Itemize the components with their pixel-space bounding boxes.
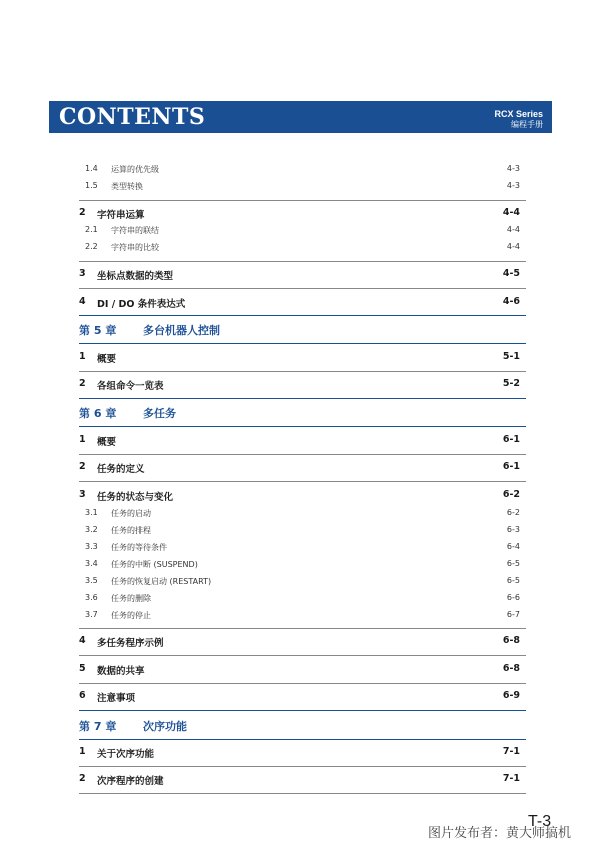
section-page: 4-4 [502, 207, 520, 218]
toc-section[interactable] [79, 207, 526, 227]
section-title: 坐标点数据的类型 [97, 271, 174, 282]
entry-page: 6-7 [506, 610, 520, 619]
section-page: 7-1 [502, 773, 520, 784]
section-number: 1 [79, 746, 86, 757]
section-number: 2 [79, 207, 86, 218]
chapter-divider [79, 739, 526, 740]
chapter-divider [79, 426, 526, 427]
divider [79, 793, 526, 794]
divider [79, 454, 526, 455]
section-page: 6-1 [502, 461, 520, 472]
divider [79, 766, 526, 767]
toc-entry[interactable] [79, 164, 526, 180]
series-label: RCX Series [494, 109, 543, 119]
entry-page: 6-5 [506, 576, 520, 585]
chapter-divider [79, 315, 526, 316]
entry-title: 任务的停止 [111, 611, 151, 620]
section-page: 6-2 [502, 489, 520, 500]
entry-title: 运算的优先级 [111, 165, 159, 174]
entry-page: 6-4 [506, 542, 520, 551]
chapter-number: 第 6 章 [79, 407, 117, 420]
entry-title: 任务的恢复启动 (RESTART) [111, 577, 212, 586]
section-page: 6-1 [502, 434, 520, 445]
entry-page: 4-4 [506, 242, 520, 251]
entry-number: 2.2 [85, 242, 98, 251]
section-number: 2 [79, 773, 86, 784]
section-title: 任务的定义 [97, 464, 145, 475]
entry-page: 4-3 [506, 164, 520, 173]
entry-page: 4-3 [506, 181, 520, 190]
chapter-divider [79, 398, 526, 399]
chapter-number: 第 5 章 [79, 324, 117, 337]
entry-title: 任务的删除 [111, 594, 151, 603]
chapter-divider [79, 343, 526, 344]
section-number: 2 [79, 461, 86, 472]
chapter-title: 多任务 [143, 407, 176, 420]
entry-number: 3.1 [85, 508, 98, 517]
toc-entry[interactable] [79, 508, 526, 524]
section-page: 5-1 [502, 351, 520, 362]
toc-section[interactable] [79, 461, 526, 481]
section-page: 5-2 [502, 378, 520, 389]
entry-number: 3.7 [85, 610, 98, 619]
entry-number: 3.6 [85, 593, 98, 602]
toc-entry[interactable] [79, 542, 526, 558]
toc-chapter[interactable] [79, 718, 526, 738]
contents-title: CONTENTS [59, 104, 206, 130]
section-title: 注意事项 [97, 693, 136, 704]
toc-section[interactable] [79, 746, 526, 766]
toc-section[interactable] [79, 635, 526, 655]
table-of-contents [79, 0, 526, 848]
entry-title: 任务的等待条件 [111, 543, 167, 552]
section-title: 关于次序功能 [97, 749, 155, 760]
divider [79, 683, 526, 684]
section-page: 6-8 [502, 663, 520, 674]
section-title: 数据的共享 [97, 666, 145, 677]
entry-title: 任务的中断 (SUSPEND) [111, 560, 198, 569]
section-title: DI / DO 条件表达式 [97, 299, 186, 310]
section-title: 次序程序的创建 [97, 776, 164, 787]
entry-number: 1.4 [85, 164, 98, 173]
divider [79, 628, 526, 629]
manual-label: 编程手册 [511, 120, 543, 129]
toc-section[interactable] [79, 296, 526, 316]
section-title: 任务的状态与变化 [97, 492, 174, 503]
toc-entry[interactable] [79, 610, 526, 626]
watermark-credit: 图片发布者：黄大师搞机 [428, 826, 572, 841]
entry-title: 任务的启动 [111, 509, 151, 518]
toc-entry[interactable] [79, 181, 526, 197]
entry-number: 3.4 [85, 559, 98, 568]
divider [79, 481, 526, 482]
section-title: 概要 [97, 437, 117, 448]
chapter-divider [79, 710, 526, 711]
toc-section[interactable] [79, 690, 526, 710]
entry-title: 类型转换 [111, 182, 143, 191]
toc-chapter[interactable] [79, 322, 526, 342]
toc-entry[interactable] [79, 559, 526, 575]
entry-page: 6-6 [506, 593, 520, 602]
divider [79, 655, 526, 656]
section-title: 各组命令一览表 [97, 381, 164, 392]
section-number: 3 [79, 489, 86, 500]
divider [79, 371, 526, 372]
page-number: T-3 [528, 813, 552, 830]
entry-number: 3.3 [85, 542, 98, 551]
section-title: 多任务程序示例 [97, 638, 164, 649]
toc-entry[interactable] [79, 225, 526, 241]
toc-section[interactable] [79, 489, 526, 509]
toc-section[interactable] [79, 434, 526, 454]
section-number: 5 [79, 663, 86, 674]
section-number: 4 [79, 296, 86, 307]
section-number: 1 [79, 434, 86, 445]
entry-page: 6-5 [506, 559, 520, 568]
section-page: 4-5 [502, 268, 520, 279]
entry-number: 2.1 [85, 225, 98, 234]
section-title: 字符串运算 [97, 210, 145, 221]
toc-entry[interactable] [79, 593, 526, 609]
section-title: 概要 [97, 354, 117, 365]
section-page: 6-9 [502, 690, 520, 701]
toc-entry[interactable] [79, 576, 526, 592]
entry-title: 任务的排程 [111, 526, 151, 535]
chapter-title: 多台机器人控制 [143, 324, 220, 337]
entry-page: 6-3 [506, 525, 520, 534]
toc-entry[interactable] [79, 525, 526, 541]
toc-section[interactable] [79, 663, 526, 683]
entry-number: 3.2 [85, 525, 98, 534]
section-page: 7-1 [502, 746, 520, 757]
entry-title: 字符串的比较 [111, 243, 159, 252]
entry-number: 1.5 [85, 181, 98, 190]
section-number: 4 [79, 635, 86, 646]
section-page: 4-6 [502, 296, 520, 307]
divider [79, 288, 526, 289]
toc-section[interactable] [79, 378, 526, 398]
divider [79, 200, 526, 201]
chapter-number: 第 7 章 [79, 720, 117, 733]
entry-page: 6-2 [506, 508, 520, 517]
toc-section[interactable] [79, 268, 526, 288]
divider [79, 261, 526, 262]
section-number: 2 [79, 378, 86, 389]
section-number: 6 [79, 690, 86, 701]
section-number: 1 [79, 351, 86, 362]
toc-section[interactable] [79, 773, 526, 793]
entry-title: 字符串的联结 [111, 226, 159, 235]
toc-entry[interactable] [79, 242, 526, 258]
section-number: 3 [79, 268, 86, 279]
toc-section[interactable] [79, 351, 526, 371]
entry-number: 3.5 [85, 576, 98, 585]
toc-chapter[interactable] [79, 405, 526, 425]
chapter-title: 次序功能 [143, 720, 187, 733]
entry-page: 4-4 [506, 225, 520, 234]
section-page: 6-8 [502, 635, 520, 646]
